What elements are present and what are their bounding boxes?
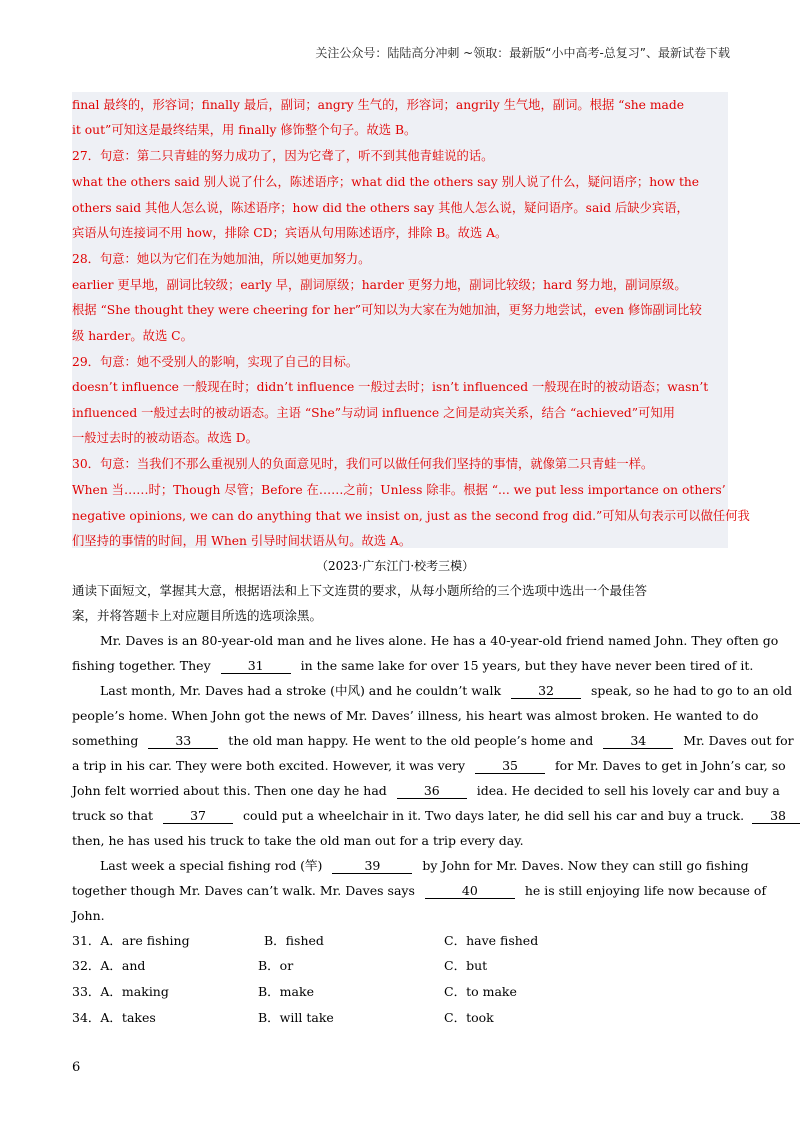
passage-line: truck so that 37 could put a wheelchair in it. Two days later, he did sell his car and buy a truck. 38 [72,808,800,824]
explanation-line: 一般过去时的被动语态。故选 D。 [72,431,258,445]
passage-line: then, he has used his truck to take the old man out for a trip every day. [72,833,524,848]
option-b[interactable]: B．make [258,984,314,999]
option-b[interactable]: B．or [258,958,294,973]
option-c[interactable]: C．but [444,958,488,973]
blank-32[interactable]: 32 [511,684,581,699]
explanation-line: 29．句意：她不受别人的影响，实现了自己的目标。 [72,355,359,369]
explanation-line: negative opinions, we can do anything that we insist on, just as the second frog did.”可知从句表示可以做任何我 [72,509,750,523]
explanation-line: 30．句意：当我们不那么重视别人的负面意见时，我们可以做任何我们坚持的事情，就像第二只青蛙一样。 [72,457,654,471]
page-number: 6 [72,1060,81,1075]
explanation-line: earlier 更早地，副词比较级；early 早，副词原级；harder 更努力地，副词比较级；hard 努力地，副词原级。 [72,278,687,292]
option-a[interactable]: A．are fishing [100,933,190,948]
passage-line: Mr. Daves is an 80-year-old man and he lives alone. He has a 40-year-old friend named John. They often go [100,633,779,648]
explanation-line: others said 其他人怎么说，陈述语序；how did the others say 其他人怎么说，疑问语序。said 后缺少宾语， [72,201,689,215]
blank-39[interactable]: 39 [332,859,412,874]
passage-line: a trip in his car. They were both excited. However, it was very 35 for Mr. Daves to get in John’s car, so [72,758,786,773]
explanation-line: 宾语从句连接词不用 how，排除 CD；宾语从句用陈述语序，排除 B。故选 A。 [72,226,508,240]
option-row-34: 34．A．takes [72,1010,156,1025]
explanation-line: 级 harder。故选 C。 [72,329,193,343]
blank-34[interactable]: 34 [603,734,673,749]
blank-37[interactable]: 37 [163,809,233,824]
option-a[interactable]: A．making [100,984,169,999]
passage-line: John felt worried about this. Then one day he had 36 idea. He decided to sell his lovely car and buy a [72,783,780,798]
passage-line: Last week a special fishing rod (竿) 39 by John for Mr. Daves. Now they can still go fishing [100,858,749,873]
explanation-line: 根据 “She thought they were cheering for her”可知以为大家在为她加油，更努力地尝试，even 修饰副词比较 [72,303,702,317]
blank-31[interactable]: 31 [221,659,291,674]
option-row-31: 31．A．are fishing [72,933,190,948]
passage-line: together though Mr. Daves can’t walk. Mr. Daves says 40 he is still enjoying life now because of [72,883,767,898]
option-c[interactable]: C．to make [444,984,517,999]
option-row-32: 32．A．and [72,958,146,973]
passage-line: fishing together. They 31 in the same lake for over 15 years, but they have never been tired of it. [72,658,754,673]
instruction-line: 通读下面短文，掌握其大意，根据语法和上下文连贯的要求，从每小题所给的三个选项中选出一个最佳答 [72,583,648,598]
option-c[interactable]: C．took [444,1010,494,1025]
explanation-line: doesn’t influence 一般现在时；didn’t influence 一般过去时；isn’t influenced 一般现在时的被动语态；wasn’t [72,380,709,394]
option-b[interactable]: B．fished [264,933,324,948]
explanation-line: 们坚持的事情的时间，用 When 引导时间状语从句。故选 A。 [72,534,412,548]
blank-35[interactable]: 35 [475,759,545,774]
passage-line: people’s home. When John got the news of Mr. Daves’ illness, his heart was almost broken. He wanted to do [72,708,759,723]
blank-40[interactable]: 40 [425,884,515,899]
option-a[interactable]: A．takes [100,1010,156,1025]
blank-38[interactable]: 38 [752,809,800,824]
option-a[interactable]: A．and [100,958,146,973]
blank-33[interactable]: 33 [148,734,218,749]
option-b[interactable]: B．will take [258,1010,334,1025]
option-row-33: 33．A．making [72,984,169,999]
blank-36[interactable]: 36 [397,784,467,799]
question-source: （2023·广东江门·校考三模） [316,559,475,573]
explanation-line: influenced 一般过去时的被动语态。主语 “She”与动词 influence 之间是动宾关系，结合 “achieved”可知用 [72,406,675,420]
passage-line: Last month, Mr. Daves had a stroke (中风) and he couldn’t walk 32 speak, so he had to go to an old [100,683,793,698]
explanation-line: it out”可知这是最终结果，用 finally 修饰整个句子。故选 B。 [72,123,417,137]
instruction-line: 案，并将答题卡上对应题目所选的选项涂黑。 [72,608,323,623]
explanation-line: what the others said 别人说了什么，陈述语序；what did the others say 别人说了什么，疑问语序；how the [72,175,700,189]
passage-line: something 33 the old man happy. He went to the old people’s home and 34 Mr. Daves out for [72,733,794,748]
explanation-line: 28．句意：她以为它们在为她加油，所以她更加努力。 [72,252,371,266]
explanation-line: final 最终的，形容词；finally 最后，副词；angry 生气的，形容词；angrily 生气地，副词。根据 “she made [72,98,685,112]
explanation-line: 27．句意：第二只青蛙的努力成功了，因为它聋了，听不到其他青蛙说的话。 [72,149,494,163]
explanation-line: When 当……时；Though 尽管；Before 在……之前；Unless 除非。根据 “... we put less importance on others’ [72,483,726,497]
passage-line: John. [72,908,105,923]
option-c[interactable]: C．have fished [444,933,539,948]
page-header: 关注公众号：陆陆高分冲刺 ~领取：最新版“小中高考-总复习”、最新试卷下载 [315,46,730,60]
